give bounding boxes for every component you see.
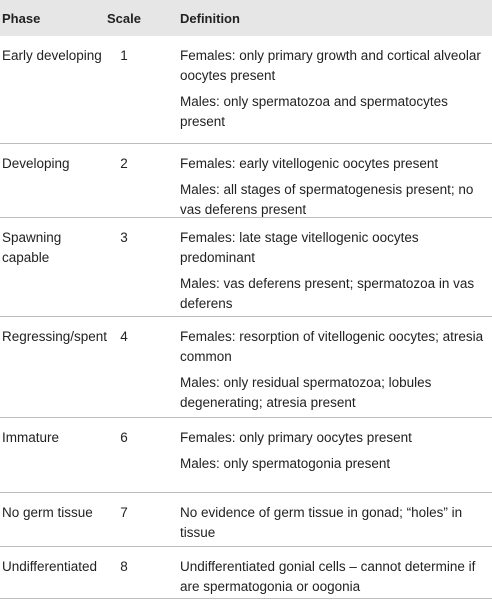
definition-females: Females: only primary growth and cortical alveolar oocytes present [180,48,481,83]
definition-females: Females: early vitellogenic oocytes present [180,156,439,171]
definition-cell [180,154,486,220]
table-row [0,493,492,547]
phase-cell: Regressing/spent [2,329,108,344]
definition-text: No evidence of germ tissue in gonad; “holes” in tissue [180,505,463,540]
definition-females: Females: resorption of vitellogenic oocytes; atresia common [180,329,484,364]
scale-cell: 4 [120,329,128,344]
header-phase: Phase [2,11,41,26]
definition-males: Males: vas deferens present; spermatozoa in vas deferens [180,276,475,311]
scale-cell: 2 [120,156,128,171]
definition-females: Females: only primary oocytes present [180,430,412,445]
definition-cell [180,503,486,543]
phase-cell: No germ tissue [2,505,93,520]
scale-cell: 6 [120,430,128,445]
phase-cell: Undifferentiated [2,559,98,574]
scale-cell: 8 [120,559,128,574]
table-row [0,144,492,218]
phase-cell: Developing [2,156,70,171]
table-row [0,418,492,493]
table-row [0,36,492,144]
definition-males: Males: only residual spermatozoa; lobules degenerating; atresia present [180,375,432,410]
phase-cell: Spawning capable [2,230,62,265]
definition-cell [180,557,486,597]
table-row [0,218,492,317]
definition-males: Males: all stages of spermatogenesis present; no vas deferens present [180,182,474,217]
header-scale: Scale [107,11,141,26]
phase-cell: Early developing [2,48,102,63]
scale-cell: 3 [120,230,128,245]
definition-text: Undifferentiated gonial cells – cannot determine if are spermatogonia or oogonia [180,559,476,594]
scale-cell: 7 [120,505,128,520]
header-definition: Definition [180,11,240,26]
definition-cell [180,327,486,413]
definition-cell [180,228,486,314]
definition-males: Males: only spermatogonia present [180,456,391,471]
table-header [0,0,492,36]
table-row [0,317,492,418]
phase-cell: Immature [2,430,60,445]
definition-cell [180,428,486,474]
table-row [0,547,492,599]
scale-cell: 1 [120,48,128,63]
definition-males: Males: only spermatozoa and spermatocytes present [180,94,448,129]
definition-females: Females: late stage vitellogenic oocytes predominant [180,230,419,265]
definition-cell [180,46,486,132]
